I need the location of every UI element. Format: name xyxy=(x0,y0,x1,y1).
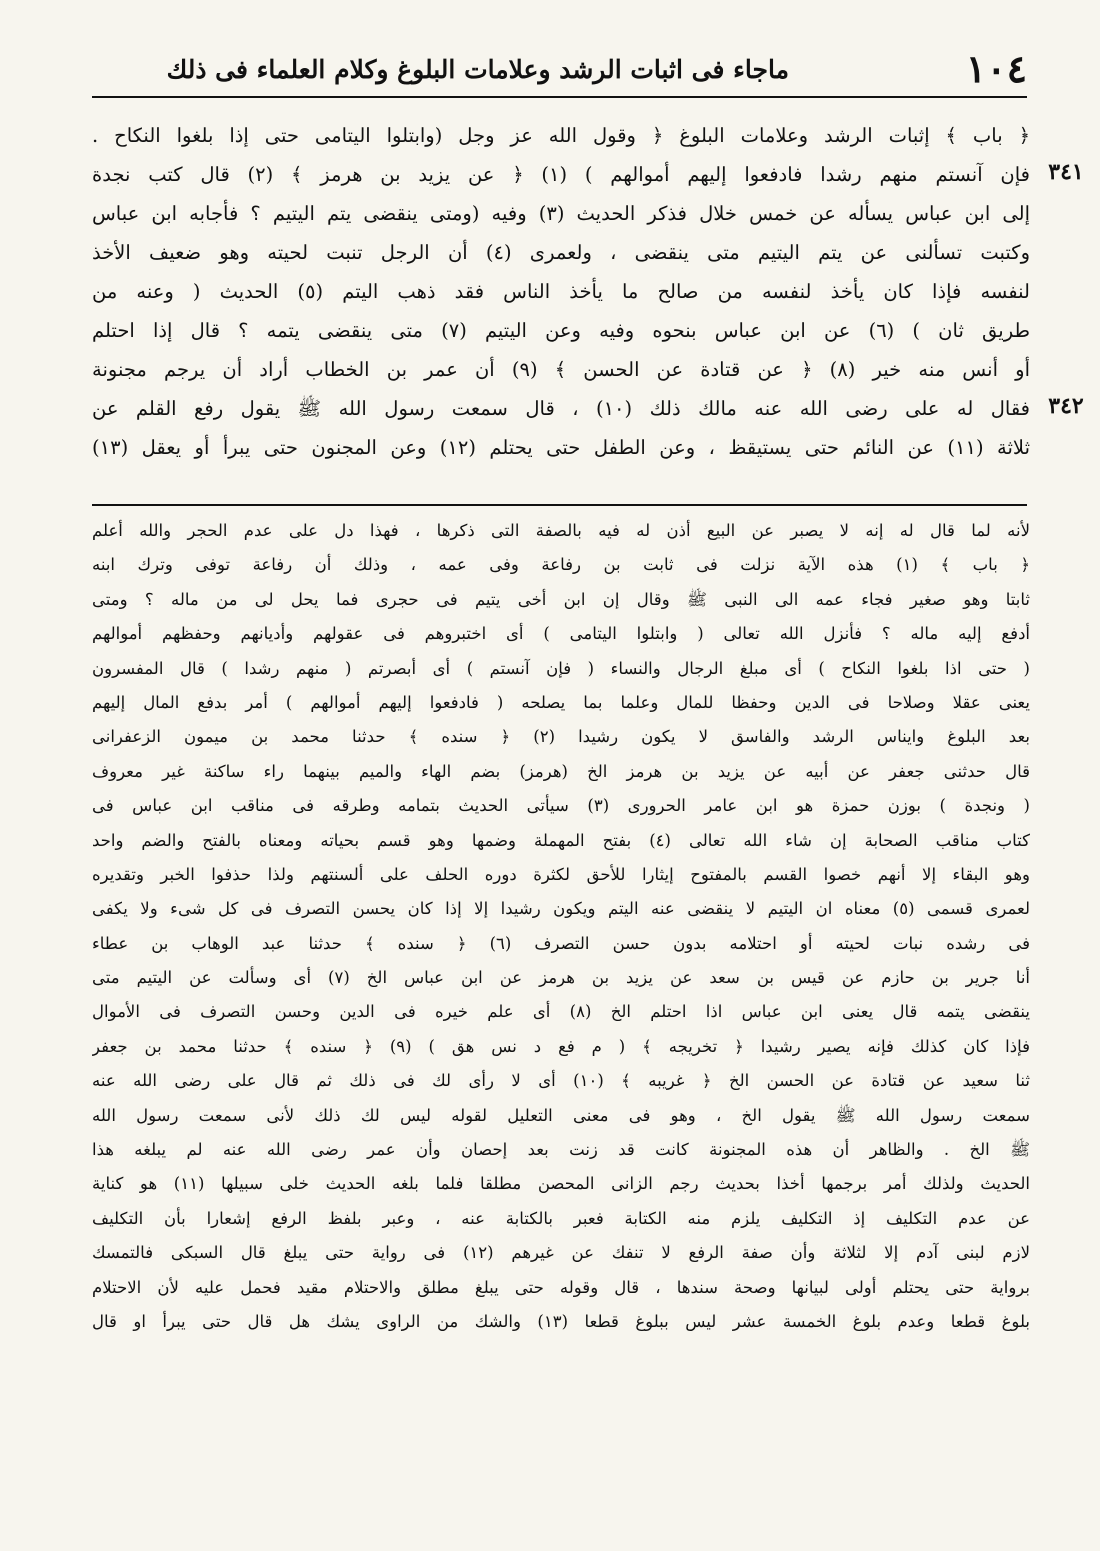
main-text xyxy=(92,116,1030,467)
commentary-line: أنا جرير بن حازم عن قيس بن سعد عن يزيد بن هرمز عن ابن عباس الخ (٧) أى وسألت عن اليتيم متى xyxy=(92,968,1030,988)
main-line: وكتبت تسألنى عن يتم اليتيم متى ينقضى ، ولعمرى (٤) أن الرجل تنبت لحيته وهو ضعيف الأخذ xyxy=(92,241,1030,264)
commentary-line: أدفع إليه ماله ؟ فأنزل الله تعالى ( وابتلوا اليتامى ) أى اختبروهم فى عقولهم وأديانهم وحفظهم أموالهم xyxy=(92,624,1030,644)
commentary-line: لازم لبنى آدم إلا لثلاثة وأن صفة الرفع لا تنفك عن غيرهم (١٢) فى رواية حتى يبلغ قال السبكى فالتمسك xyxy=(92,1243,1030,1263)
commentary-line: يعنى عقلا وصلاحا فى الدين وحفظا للمال وعلما بما يصلحه ( فادفعوا إليهم أموالهم ) أمر بدفع المال إليهم xyxy=(92,692,1030,712)
commentary-line: كتاب مناقب الصحابة إن شاء الله تعالى (٤) بفتح المهملة وضمها وهو قسم بحياته ومعناه بالفتح والضم واحد xyxy=(92,830,1030,850)
main-line: إلى ابن عباس يسأله عن خمس خلال فذكر الحديث (٣) وفيه (ومتى ينقضى يتم اليتيم ؟ فأجابه ابن عباس xyxy=(92,202,1030,225)
hadith-number-341: ٣٤١ xyxy=(1048,159,1084,185)
main-line: ثلاثة (١١) عن النائم حتى يستيقظ ، وعن الطفل حتى يحتلم (١٢) وعن المجنون حتى يبرأ أو يعقل (١٣) xyxy=(92,436,1030,459)
main-line: فقال له على رضى الله عنه مالك ذلك (١٠) ، قال سمعت رسول الله ﷺ يقول رفع القلم عن xyxy=(92,397,1030,420)
commentary-line: قال حدثنى جعفر عن أبيه عن يزيد بن هرمز الخ (هرمز) بضم الهاء والميم بينهما راء ساكنة غير معروف xyxy=(92,761,1030,781)
commentary-line: ينقضى يتمه قال يعنى ابن عباس اذا احتلم الخ (٨) أى علم خيره فى الدين وحسن التصرف فى الأموال xyxy=(92,1002,1030,1022)
commentary-line: ( ونجدة ) بوزن حمزة هو ابن عامر الحرورى (٣) سيأتى الحديث بتمامه وطرقه فى مناقب ابن عباس فى xyxy=(92,796,1030,816)
commentary-line: سمعت رسول الله ﷺ يقول الخ ، وهو فى معنى التعليل لقوله ليس لك ذلك لأنى سمعت رسول الله xyxy=(92,1105,1030,1125)
commentary-line: برواية حتى يحتلم أولى لبيانها وصحة سندها ، قال وقوله حتى يبلغ مطلق والاحتلام مقيد فحمل عليه لأن الاحتلام xyxy=(92,1277,1030,1297)
section-divider xyxy=(92,504,1027,506)
main-line: لنفسه فإذا كان يأخذ لنفسه من صالح ما يأخذ الناس فقد ذهب اليتم (٥) الحديث ( وعنه من xyxy=(92,280,1030,303)
commentary-line: ثنا سعيد عن قتادة عن الحسن الخ ﴿ غريبه ﴾ (١٠) أى لا رأى لك فى ذلك ثم قال على رضى الله عنه xyxy=(92,1071,1030,1091)
commentary-line: فإذا كان كذلك فإنه يصير رشيدا ﴿ تخريجه ﴾ ( م فع د نس هق ) (٩) ﴿ سنده ﴾ حدثنا محمد بن جعفر xyxy=(92,1036,1030,1056)
page-header xyxy=(92,46,1027,92)
commentary-line: ثابتا وهو صغير فجاء عمه الى النبى ﷺ وقال إن ابن أخى يتيم فى حجرى فما يحل لى من ماله ؟ ومتى xyxy=(92,589,1030,609)
commentary-line: الحديث ولذلك أمر برجمها أخذا بحديث رجم الزانى المحصن مطلقا فلما بلغه الحديث خلى سبيلها (١١) هو كناية xyxy=(92,1174,1030,1194)
commentary-line: بلوغ قطعا وعدم بلوغ الخمسة عشر ليس ببلوغ قطعا (١٣) والشك من الراوى يشك هل قال حتى يبرأ او قال xyxy=(92,1311,1030,1331)
commentary-line: لأنه لما قال له إنه لا يصبر عن البيع أذن له فيه بالصفة التى ذكرها ، فهذا دل على عدم الحجر والله أعلم xyxy=(92,521,1030,540)
header-rule xyxy=(92,96,1027,98)
commentary-line: ﷺ الخ . والظاهر أن هذه المجنونة كانت قد زنت بعد إحصان وأن عمر رضى الله عنه لم يبلغه هذا xyxy=(92,1140,1030,1160)
commentary-line: فى رشده نبات لحيته أو احتلامه بدون حسن التصرف (٦) ﴿ سنده ﴾ حدثنا عبد الوهاب بن عطاء xyxy=(92,933,1030,953)
commentary-line: ( حتى اذا بلغوا النكاح ) أى مبلغ الرجال والنساء ( فإن آنستم ) أى أبصرتم ( منهم رشدا ) قال المفسرون xyxy=(92,658,1030,678)
commentary-text xyxy=(92,514,1030,1339)
commentary-line: بعد البلوغ وايناس الرشد والفاسق لا يكون رشيدا (٢) ﴿ سنده ﴾ حدثنا محمد بن ميمون الزعفرانى xyxy=(92,727,1030,747)
commentary-line: لعمرى قسمى (٥) معناه ان اليتيم لا ينقضى عنه اليتم ويكون رشيدا إلا إذا كان يحسن التصرف فى كل شىء ولا يكفى xyxy=(92,899,1030,919)
commentary-line: ﴿ باب ﴾ (١) هذه الآية نزلت فى ثابت بن رفاعة وفى عمه ، وذلك أن رفاعة توفى وترك ابنه xyxy=(92,555,1030,575)
page-number: ١٠٤ xyxy=(965,46,1027,91)
hadith-number-342: ٣٤٢ xyxy=(1048,393,1084,419)
main-line: فإن آنستم منهم رشدا فادفعوا إليهم أموالهم ) (١) ﴿ عن يزيد بن هرمز ﴾ (٢) قال كتب نجدة xyxy=(92,163,1030,186)
main-line: طريق ثان ) (٦) عن ابن عباس بنحوه وفيه وعن اليتيم (٧) متى ينقضى يتمه ؟ قال إذا احتلم xyxy=(92,319,1030,342)
commentary-line: وهو البقاء إلا أنهم خصوا القسم بالمفتوح إيثارا للأحق لكثرة دوره الحلف على ألسنتهم ولذا حذفوا الخبر وتقديره xyxy=(92,864,1030,884)
running-title: ماجاء فى اثبات الرشد وعلامات البلوغ وكلام العلماء فى ذلك xyxy=(166,55,789,84)
main-line: أو أنس منه خير (٨) ﴿ عن قتادة عن الحسن ﴾ (٩) أن عمر بن الخطاب أراد أن يرجم مجنونة xyxy=(92,358,1030,381)
commentary-line: عن عدم التكليف إذ التكليف يلزم منه الكتابة فعبر بالكتابة عنه ، وعبر بلفظ الرفع إشعارا بأن التكليف xyxy=(92,1208,1030,1228)
main-line: ﴿ باب ﴾ إثبات الرشد وعلامات البلوغ ﴿ وقول الله عز وجل (وابتلوا اليتامى حتى إذا بلغوا النكاح . xyxy=(92,124,1030,147)
